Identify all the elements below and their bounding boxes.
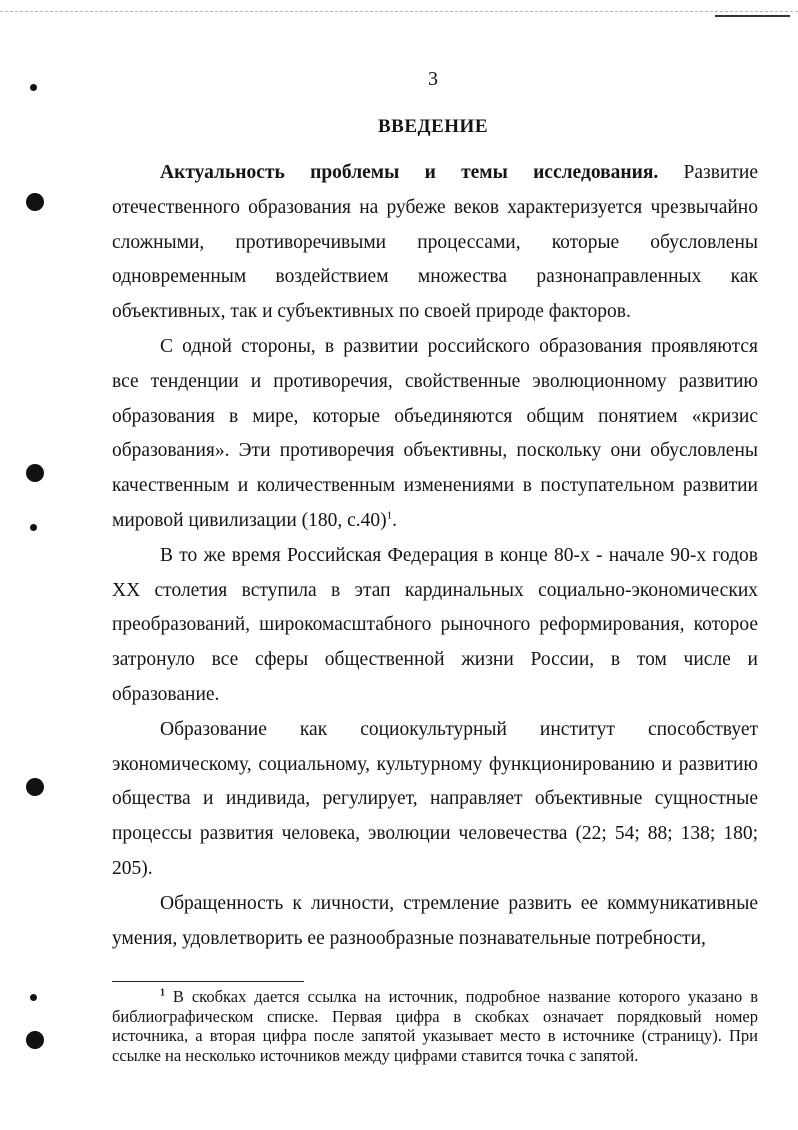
footnote-reference[interactable]: 1 xyxy=(386,509,393,522)
paragraph-text: Развитие отечественного образования на рубеже веков характеризуется чрезвычайно сложными, противоречивыми процессами, которые обусловлены одновременным воздействием множества разнонаправленных как объективных, так и субъективных по своей природе факторов. xyxy=(112,162,758,323)
scan-artifact-mark xyxy=(715,15,790,17)
paragraph xyxy=(112,539,758,713)
binding-hole-mark xyxy=(30,994,37,1001)
paragraph-text: С одной стороны, в развитии российского образования проявляются все тенденции и противоречия, свойственные эволюционному развитию образования в мире, которые объединяются общим понятием «кризис образования». Эти противоречия объективны, поскольку они обусловлены качественным и количественным изменениями в поступательном развитии мировой цивилизации (180, с.40) xyxy=(112,335,758,531)
binding-hole-mark xyxy=(30,524,37,531)
binding-hole xyxy=(26,193,44,211)
footnote xyxy=(112,987,758,1065)
page-number: 3 xyxy=(428,68,438,90)
footnote-marker: 1 xyxy=(160,987,165,999)
paragraph-lead: Актуальность проблемы и темы исследования. xyxy=(160,162,659,183)
footnote-paragraph xyxy=(112,987,758,1065)
paragraph xyxy=(112,713,758,887)
footnote-separator xyxy=(112,981,304,982)
paragraph xyxy=(112,887,758,957)
binding-hole xyxy=(26,464,44,482)
paragraph-text: В то же время Российская Федерация в конце 80-х - начале 90-х годов XX столетия вступила в этап кардинальных социально-экономических преобразований, широкомасштабного рыночного реформирования, которое затронуло все сферы общественной жизни России, в том числе и образование. xyxy=(112,544,758,705)
paragraph xyxy=(112,156,758,330)
paragraph-tail: . xyxy=(392,509,398,531)
paragraph-text: Обращенность к личности, стремление развить ее коммуникативные умения, удовлетворить ее разнообразные познавательные потребности, xyxy=(112,892,758,949)
binding-hole xyxy=(26,1031,44,1049)
scan-artifact-line xyxy=(0,11,798,12)
body-text xyxy=(112,156,758,956)
page-title: ВВЕДЕНИЕ xyxy=(378,116,488,137)
paragraph-text: Образование как социокультурный институт способствует экономическому, социальному, культурному функционированию и развитию общества и индивида, регулирует, направляет объективные сущностные процессы развития человека, эволюции человечества (22; 54; 88; 138; 180; 205). xyxy=(112,718,758,879)
footnote-text: В скобках дается ссылка на источник, подробное название которого указано в библиографическом списке. Первая цифра в скобках означает порядковый номер источника, а вторая цифра после запятой указывает место в источнике (страницу). При ссылке на несколько источников между цифрами ставится точка с запятой. xyxy=(112,987,758,1065)
binding-hole xyxy=(26,778,44,796)
paragraph xyxy=(112,330,758,539)
